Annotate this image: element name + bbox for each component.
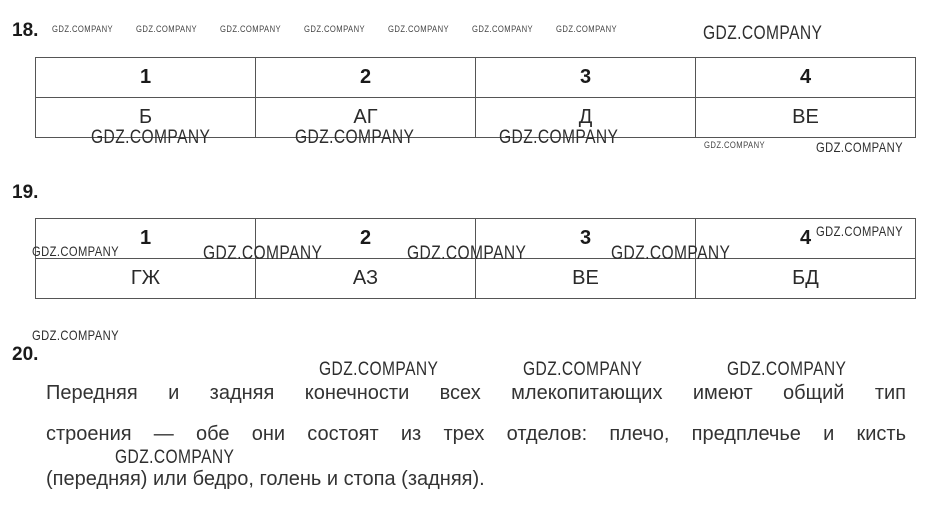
watermark: GDZ.COMPANY — [388, 24, 450, 34]
answer-cell: Б — [36, 98, 256, 138]
watermark: GDZ.COMPANY — [203, 243, 323, 264]
watermark: GDZ.COMPANY — [115, 447, 235, 468]
header-cell: 2 — [256, 58, 476, 98]
question-number-18: 18. — [12, 20, 39, 41]
watermark: GDZ.COMPANY — [556, 24, 618, 34]
header-cell: 3 — [476, 58, 696, 98]
watermark: GDZ.COMPANY — [499, 127, 619, 148]
answer-cell: АГ — [256, 98, 476, 138]
header-cell: 3 — [476, 219, 696, 259]
answer-text-line-2: строения — обе они состоят из трех отделов: плечо, предплечье и кисть — [46, 423, 906, 445]
header-cell: 1 — [36, 58, 256, 98]
header-cell: 4 — [696, 58, 916, 98]
watermark: GDZ.COMPANY — [407, 243, 527, 264]
watermark: GDZ.COMPANY — [295, 127, 415, 148]
watermark: GDZ.COMPANY — [816, 139, 903, 155]
answer-cell: АЗ — [256, 259, 476, 299]
watermark: GDZ.COMPANY — [136, 24, 198, 34]
question-number-20: 20. — [12, 344, 39, 365]
answer-cell: БД — [696, 259, 916, 299]
watermark: GDZ.COMPANY — [319, 359, 439, 380]
watermark: GDZ.COMPANY — [52, 24, 114, 34]
answer-cell: ГЖ — [36, 259, 256, 299]
table-header-row — [36, 58, 916, 98]
watermark: GDZ.COMPANY — [220, 24, 282, 34]
watermark: GDZ.COMPANY — [523, 359, 643, 380]
header-cell: 2 — [256, 219, 476, 259]
answer-cell: Д — [476, 98, 696, 138]
watermark: GDZ.COMPANY — [704, 140, 766, 150]
question-number-19: 19. — [12, 182, 39, 203]
header-cell: 1 — [36, 219, 256, 259]
header-cell: 4 — [696, 219, 916, 259]
watermark: GDZ.COMPANY — [727, 359, 847, 380]
watermark: GDZ.COMPANY — [816, 223, 903, 239]
answer-cell: ВЕ — [696, 98, 916, 138]
answer-text-line-3: (передняя) или бедро, голень и стопа (задняя). — [46, 468, 485, 490]
watermark: GDZ.COMPANY — [304, 24, 366, 34]
answer-table-18 — [35, 57, 916, 138]
watermark: GDZ.COMPANY — [703, 23, 823, 44]
watermark: GDZ.COMPANY — [611, 243, 731, 264]
watermark: GDZ.COMPANY — [32, 243, 119, 259]
answer-text-line-1: Передняя и задняя конечности всех млекопитающих имеют общий тип — [46, 382, 906, 404]
watermark: GDZ.COMPANY — [32, 327, 119, 343]
answer-cell: ВЕ — [476, 259, 696, 299]
watermark: GDZ.COMPANY — [91, 127, 211, 148]
watermark: GDZ.COMPANY — [472, 24, 534, 34]
